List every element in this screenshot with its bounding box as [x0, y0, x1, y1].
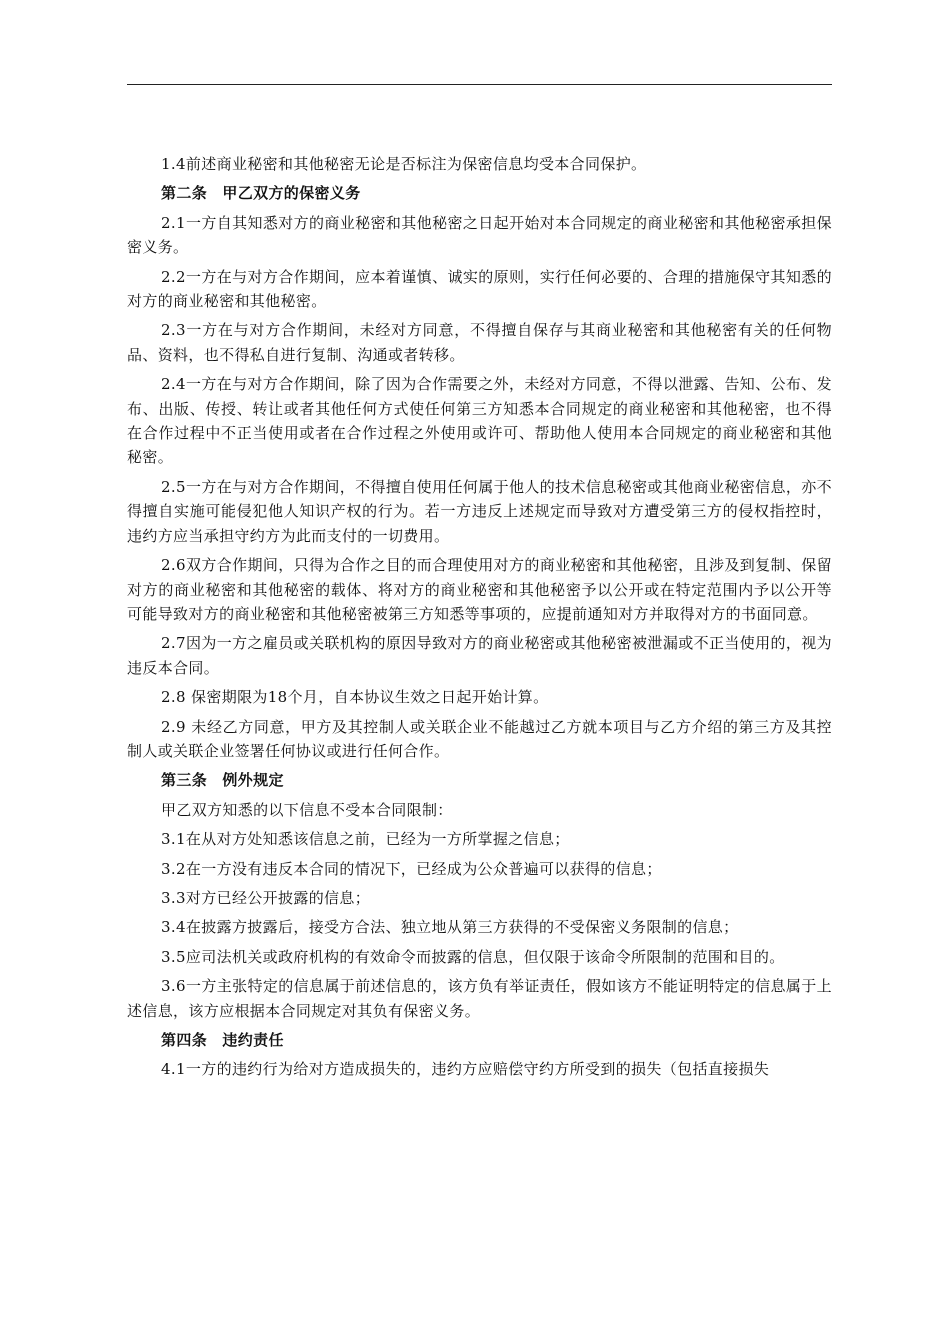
- header-rule: [127, 84, 832, 85]
- clause-3-2: 3.2在一方没有违反本合同的情况下，已经成为公众普遍可以获得的信息；: [161, 859, 662, 878]
- clause-2-9: 2.9 未经乙方同意，甲方及其控制人或关联企业不能越过乙方就本项目与乙方介绍的第三方及其控制人或关联企业签署任何协议或进行任何合作。: [127, 717, 832, 760]
- clause-2-2: 2.2一方在与对方合作期间，应本着谨慎、诚实的原则，实行任何必要的、合理的措施保守其知悉的对方的商业秘密和其他秘密。: [127, 267, 832, 311]
- clause-1-4: 1.4前述商业秘密和其他秘密无论是否标注为保密信息均受本合同保护。: [161, 155, 647, 173]
- clause-3-5: 3.5应司法机关或政府机构的有效命令而披露的信息，但仅限于该命令所限制的范围和目的。: [161, 947, 785, 966]
- article-2-heading: 第二条 甲乙双方的保密义务: [161, 184, 361, 203]
- clause-4-1: 4.1一方的违约行为给对方造成损失的，违约方应赔偿守约方所受到的损失（包括直接损失: [161, 1060, 770, 1079]
- clause-2-8: 2.8 保密期限为18个月，自本协议生效之日起开始计算。: [161, 688, 549, 707]
- clause-2-7: 2.7因为一方之雇员或关联机构的原因导致对方的商业秘密或其他秘密被泄漏或不正当使用的，视为违反本合同。: [127, 634, 832, 677]
- clause-2-5: 2.5一方在与对方合作期间，不得擅自使用任何属于他人的技术信息秘密或其他商业秘密信息，亦不得擅自实施可能侵犯他人知识产权的行为。若一方违反上述规定而导致对方遭受第三方的侵权指控时，违约方应当承担守约方为此而支付的一切费用。: [127, 477, 832, 545]
- document-body: [127, 152, 832, 1087]
- clause-2-3: 2.3一方在与对方合作期间，未经对方同意，不得擅自保存与其商业秘密和其他秘密有关的任何物品、资料，也不得私自进行复制、沟通或者转移。: [127, 321, 832, 364]
- article-3-intro: 甲乙双方知悉的以下信息不受本合同限制：: [161, 800, 453, 819]
- clause-2-4: 2.4一方在与对方合作期间，除了因为合作需要之外，未经对方同意，不得以泄露、告知、公布、发布、出版、传授、转让或者其他任何方式使任何第三方知悉本合同规定的商业秘密和其他秘密，也不得在合作过程中不正当使用或者在合作过程之外使用或许可、帮助他人使用本合同规定的商业秘密和其他秘密。: [127, 375, 832, 467]
- article-4-heading: 第四条 违约责任: [161, 1031, 284, 1049]
- clause-3-1: 3.1在从对方处知悉该信息之前，已经为一方所掌握之信息；: [161, 830, 570, 849]
- article-3-heading: 第三条 例外规定: [161, 771, 284, 790]
- clause-2-6: 2.6双方合作期间，只得为合作之目的而合理使用对方的商业秘密和其他秘密，且涉及到复制、保留对方的商业秘密和其他秘密的载体、将对方的商业秘密和其他秘密予以公开或在特定范围内予以公开等可能导致对方的商业秘密和其他秘密被第三方知悉等事项的，应提前通知对方并取得对方的书面同意。: [127, 556, 832, 623]
- clause-2-1: 2.1一方自其知悉对方的商业秘密和其他秘密之日起开始对本合同规定的商业秘密和其他秘密承担保密义务。: [127, 213, 832, 257]
- clause-3-6: 3.6一方主张特定的信息属于前述信息的，该方负有举证责任，假如该方不能证明特定的信息属于上述信息，该方应根据本合同规定对其负有保密义务。: [127, 977, 832, 1020]
- clause-3-3: 3.3对方已经公开披露的信息；: [161, 888, 371, 907]
- clause-3-4: 3.4在披露方披露后，接受方合法、独立地从第三方获得的不受保密义务限制的信息；: [161, 918, 739, 937]
